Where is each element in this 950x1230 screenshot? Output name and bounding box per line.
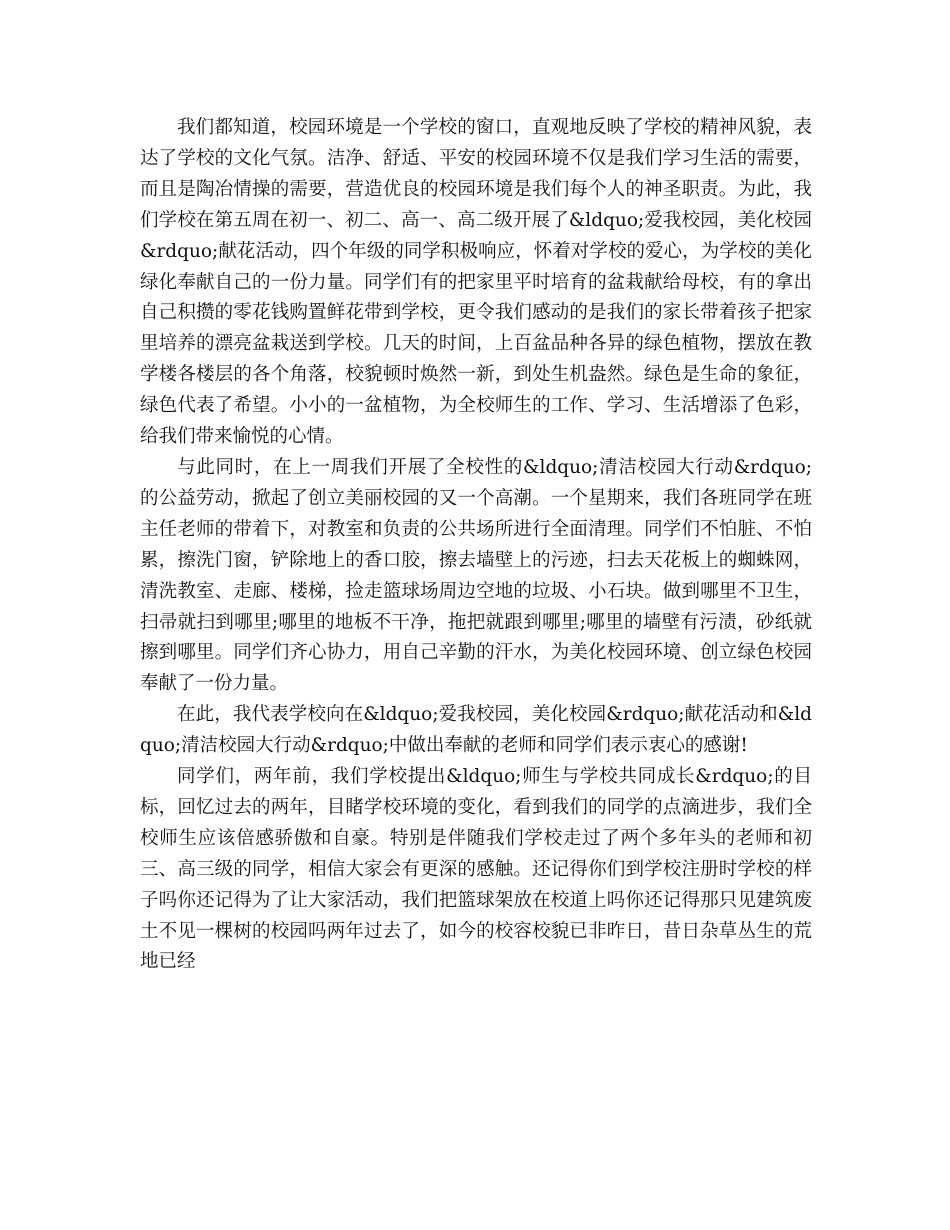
paragraph-4: 同学们，两年前，我们学校提出&ldquo;师生与学校共同成长&rdquo;的目标，回忆过去的两年，目睹学校环境的变化，看到我们的同学的点滴进步，我们全校师生应该倍感骄傲和自豪。特别是伴随我们学校走过了两个多年头的老师和初三、高三级的同学，相信大家会有更深的感触。还记得你们到学校注册时学校的样子吗你还记得为了让大家活动，我们把篮球架放在校道上吗你还记得那只见建筑废土不见一棵树的校园吗两年过去了，如今的校容校貌已非昨日，昔日杂草丛生的荒地已经 (140, 766, 812, 973)
paragraph-3: 在此，我代表学校向在&ldquo;爱我校园，美化校园&rdquo;献花活动和&ldquo;清洁校园大行动&rdquo;中做出奉献的老师和同学们表示衷心的感谢! (140, 704, 812, 757)
paragraph-2: 与此同时，在上一周我们开展了全校性的&ldquo;清洁校园大行动&rdquo; 的公益劳动，掀起了创立美丽校园的又一个高潮。一个星期来，我们各班同学在班主任老师的带着下，对教室和负责的公共场所进行全面清理。同学们不怕脏、不怕累，擦洗门窗，铲除地上的香口胶，擦去墙壁上的污迹，扫去天花板上的蜘蛛网，清洗教室、走廊、楼梯，捡走篮球场周边空地的垃圾、小石块。做到哪里不卫生，扫帚就扫到哪里;哪里的地板不干净，拖把就跟到哪里;哪里的墙壁有污渍，砂纸就擦到哪里。同学们齐心协力，用自己辛勤的汗水，为美化校园环境、创立绿色校园奉献了一份力量。 (140, 456, 812, 695)
document-body (140, 113, 812, 978)
paragraph-1: 我们都知道，校园环境是一个学校的窗口，直观地反映了学校的精神风貌，表达了学校的文化气氛。洁净、舒适、平安的校园环境不仅是我们学习生活的需要，而且是陶冶情操的需要，营造优良的校园环境是我们每个人的神圣职责。为此，我们学校在第五周在初一、初二、高一、高二级开展了&ldquo;爱我校园，美化校园&rdquo;献花活动，四个年级的同学积极响应，怀着对学校的爱心，为学校的美化绿化奉献自己的一份力量。同学们有的把家里平时培育的盆栽献给母校，有的拿出自己积攒的零花钱购置鲜花带到学校，更令我们感动的是我们的家长带着孩子把家里培养的漂亮盆栽送到学校。几天的时间，上百盆品种各异的绿色植物，摆放在教学楼各楼层的各个角落，校貌顿时焕然一新，到处生机盎然。绿色是生命的象征，绿色代表了希望。小小的一盆植物，为全校师生的工作、学习、生活增添了色彩，给我们带来愉悦的心情。 (140, 117, 812, 448)
